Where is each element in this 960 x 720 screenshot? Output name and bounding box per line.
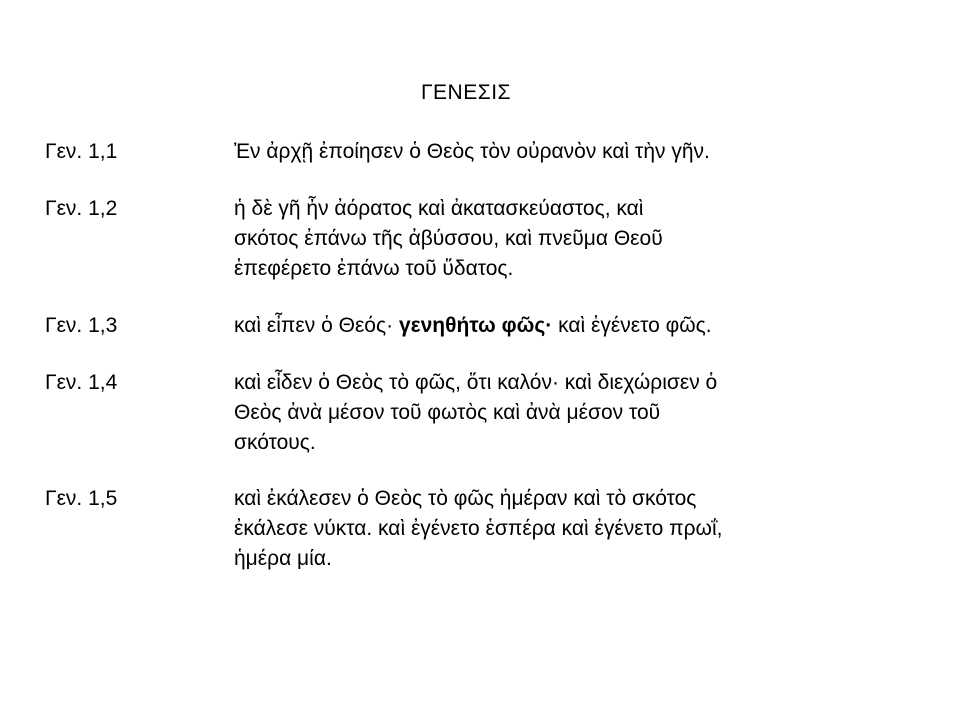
verse-reference: Γεν. 1,4 [45,371,118,394]
verse-line: σκότος ἐπάνω τῆς ἀβύσσου, καὶ πνεῦμα Θεοῦ [234,227,663,250]
verse-text [234,484,834,574]
verse-line: Θεὸς ἀνὰ μέσον τοῦ φωτὸς καὶ ἀνὰ μέσον τοῦ [234,401,661,424]
verse-line-emphasis: γενηθήτω φῶς· [398,314,553,337]
verse-reference: Γεν. 1,5 [45,487,118,510]
verse-line-pre: καὶ εἶπεν ὁ Θεός· [234,314,399,337]
verse-line: καὶ ἐκάλεσεν ὁ Θεὸς τὸ φῶς ἡμέραν καὶ τὸ σκότος [234,487,697,510]
verse-reference: Γεν. 1,2 [45,197,118,220]
verse-text [234,311,834,341]
verse-line [234,311,834,341]
title-text: ΓΕΝΕΣΙΣ [420,81,512,104]
verse-line: καὶ εἶδεν ὁ Θεὸς τὸ φῶς, ὅτι καλόν· καὶ διεχώρισεν ὁ [234,371,718,394]
verse-text [234,137,834,167]
verse-line: ἡ δὲ γῆ ἦν ἀόρατος καὶ ἀκατασκεύαστος, καὶ [234,197,644,220]
verse-text [234,368,834,458]
verse-reference: Γεν. 1,1 [45,140,118,163]
verse-line: ἡμέρα μία. [234,547,332,570]
page-title [0,79,960,107]
verse-line: Ἐν ἀρχῇ ἐποίησεν ὁ Θεὸς τὸν οὐρανὸν καὶ τὴν γῆν. [234,140,710,163]
verse-line: σκότους. [234,431,316,454]
verse-reference: Γεν. 1,3 [45,314,118,337]
verse-text [234,194,834,284]
verse-line-post: καὶ ἐγένετο φῶς. [552,314,712,337]
verse-line: ἐπεφέρετο ἐπάνω τοῦ ὕδατος. [234,257,514,280]
verse-line: ἐκάλεσε νύκτα. καὶ ἐγένετο ἑσπέρα καὶ ἐγένετο πρωΐ, [234,517,723,540]
